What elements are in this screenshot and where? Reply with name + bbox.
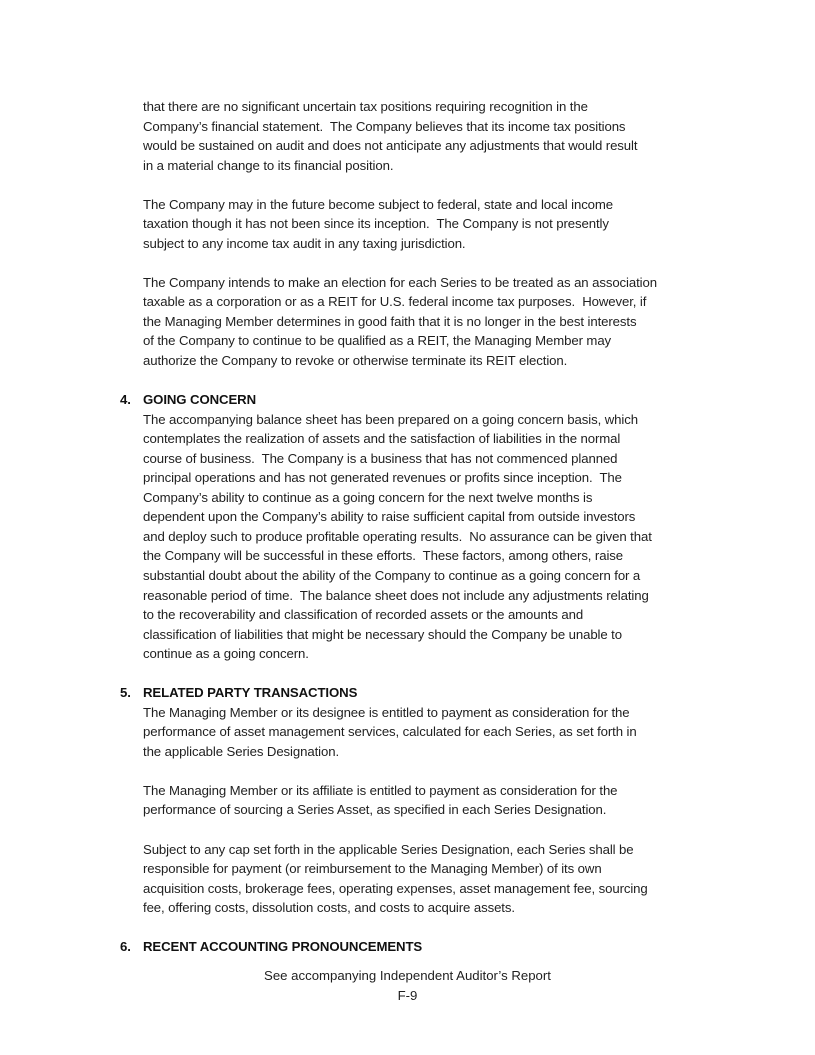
paragraph-series-costs <box>143 840 760 918</box>
paragraph-reit-election <box>143 273 760 371</box>
text-line: that there are no significant uncertain tax positions requiring recognition in the <box>143 99 588 114</box>
text-line: fee, offering costs, dissolution costs, and costs to acquire assets. <box>143 900 515 916</box>
text-line: classification of liabilities that might be necessary should the Company be unable to <box>143 626 622 642</box>
text-line: the Company will be successful in these efforts. These factors, among others, raise <box>143 548 624 564</box>
text-line: The Company intends to make an election for each Series to be treated as an association <box>143 274 657 290</box>
section-title: GOING CONCERN <box>143 392 256 408</box>
text-line: Subject to any cap set forth in the applicable Series Designation, each Series shall be <box>143 841 634 857</box>
text-line: authorize the Company to revoke or otherwise terminate its REIT election. <box>143 353 568 369</box>
text-line: Company’s financial statement. The Company believes that its income tax positions <box>143 118 626 134</box>
section-number: 5. <box>120 685 131 701</box>
section-heading-related-party <box>120 683 760 703</box>
text-line: taxable as a corporation or as a REIT for U.S. federal income tax purposes. However, if <box>143 294 647 310</box>
paragraph-going-concern <box>143 410 760 664</box>
text-line: the applicable Series Designation. <box>143 743 340 759</box>
section-number: 4. <box>120 392 131 408</box>
paragraph-sourcing <box>143 781 760 820</box>
text-line: contemplates the realization of assets and the satisfaction of liabilities in the normal <box>143 431 621 447</box>
text-line: course of business. The Company is a business that has not commenced planned <box>143 450 618 466</box>
text-line: the Managing Member determines in good faith that it is no longer in the best interests <box>143 313 637 329</box>
text-line: would be sustained on audit and does not anticipate any adjustments that would result <box>143 138 638 154</box>
paragraph-tax-positions <box>143 97 760 175</box>
paragraph-future-taxation <box>143 195 760 254</box>
text-line: Company’s ability to continue as a going concern for the next twelve months is <box>143 489 593 505</box>
section-number: 6. <box>120 939 131 955</box>
section-title: RELATED PARTY TRANSACTIONS <box>143 685 358 701</box>
section-heading-recent-accounting <box>120 937 760 957</box>
text-line: The Company may in the future become subject to federal, state and local income <box>143 196 614 212</box>
text-line: performance of sourcing a Series Asset, as specified in each Series Designation. <box>143 802 607 818</box>
text-line: and deploy such to produce profitable operating results. No assurance can be given that <box>143 528 652 544</box>
text-line: The Managing Member or its affiliate is entitled to payment as consideration for the <box>143 782 618 798</box>
text-line: The Managing Member or its designee is entitled to payment as consideration for the <box>143 704 630 720</box>
text-line: The accompanying balance sheet has been prepared on a going concern basis, which <box>143 411 638 427</box>
text-line: reasonable period of time. The balance sheet does not include any adjustments relating <box>143 587 649 603</box>
page-number: F-9 <box>397 988 418 1003</box>
text-line: taxation though it has not been since its inception. The Company is not presently <box>143 216 609 232</box>
text-line: dependent upon the Company’s ability to raise sufficient capital from outside investors <box>143 509 636 525</box>
text-line: performance of asset management services, calculated for each Series, as set forth in <box>143 724 637 740</box>
text-line: substantial doubt about the ability of the Company to continue as a going concern for a <box>143 567 641 583</box>
text-line: principal operations and has not generated revenues or profits since inception. The <box>143 470 622 486</box>
page-footer <box>0 966 815 1006</box>
document-body <box>120 97 760 957</box>
paragraph-asset-management <box>143 703 760 762</box>
text-line: in a material change to its financial position. <box>143 157 394 173</box>
section-title: RECENT ACCOUNTING PRONOUNCEMENTS <box>143 939 423 955</box>
text-line: to the recoverability and classification of recorded assets or the amounts and <box>143 607 584 623</box>
text-line: of the Company to continue to be qualified as a REIT, the Managing Member may <box>143 333 612 349</box>
text-line: acquisition costs, brokerage fees, operating expenses, asset management fee, sourcing <box>143 880 648 896</box>
text-line: responsible for payment (or reimbursement to the Managing Member) of its own <box>143 861 602 877</box>
auditor-report-note: See accompanying Independent Auditor’s Report <box>264 968 551 983</box>
text-line: subject to any income tax audit in any taxing jurisdiction. <box>143 235 466 251</box>
text-line: continue as a going concern. <box>143 646 309 662</box>
section-heading-going-concern <box>120 390 760 410</box>
